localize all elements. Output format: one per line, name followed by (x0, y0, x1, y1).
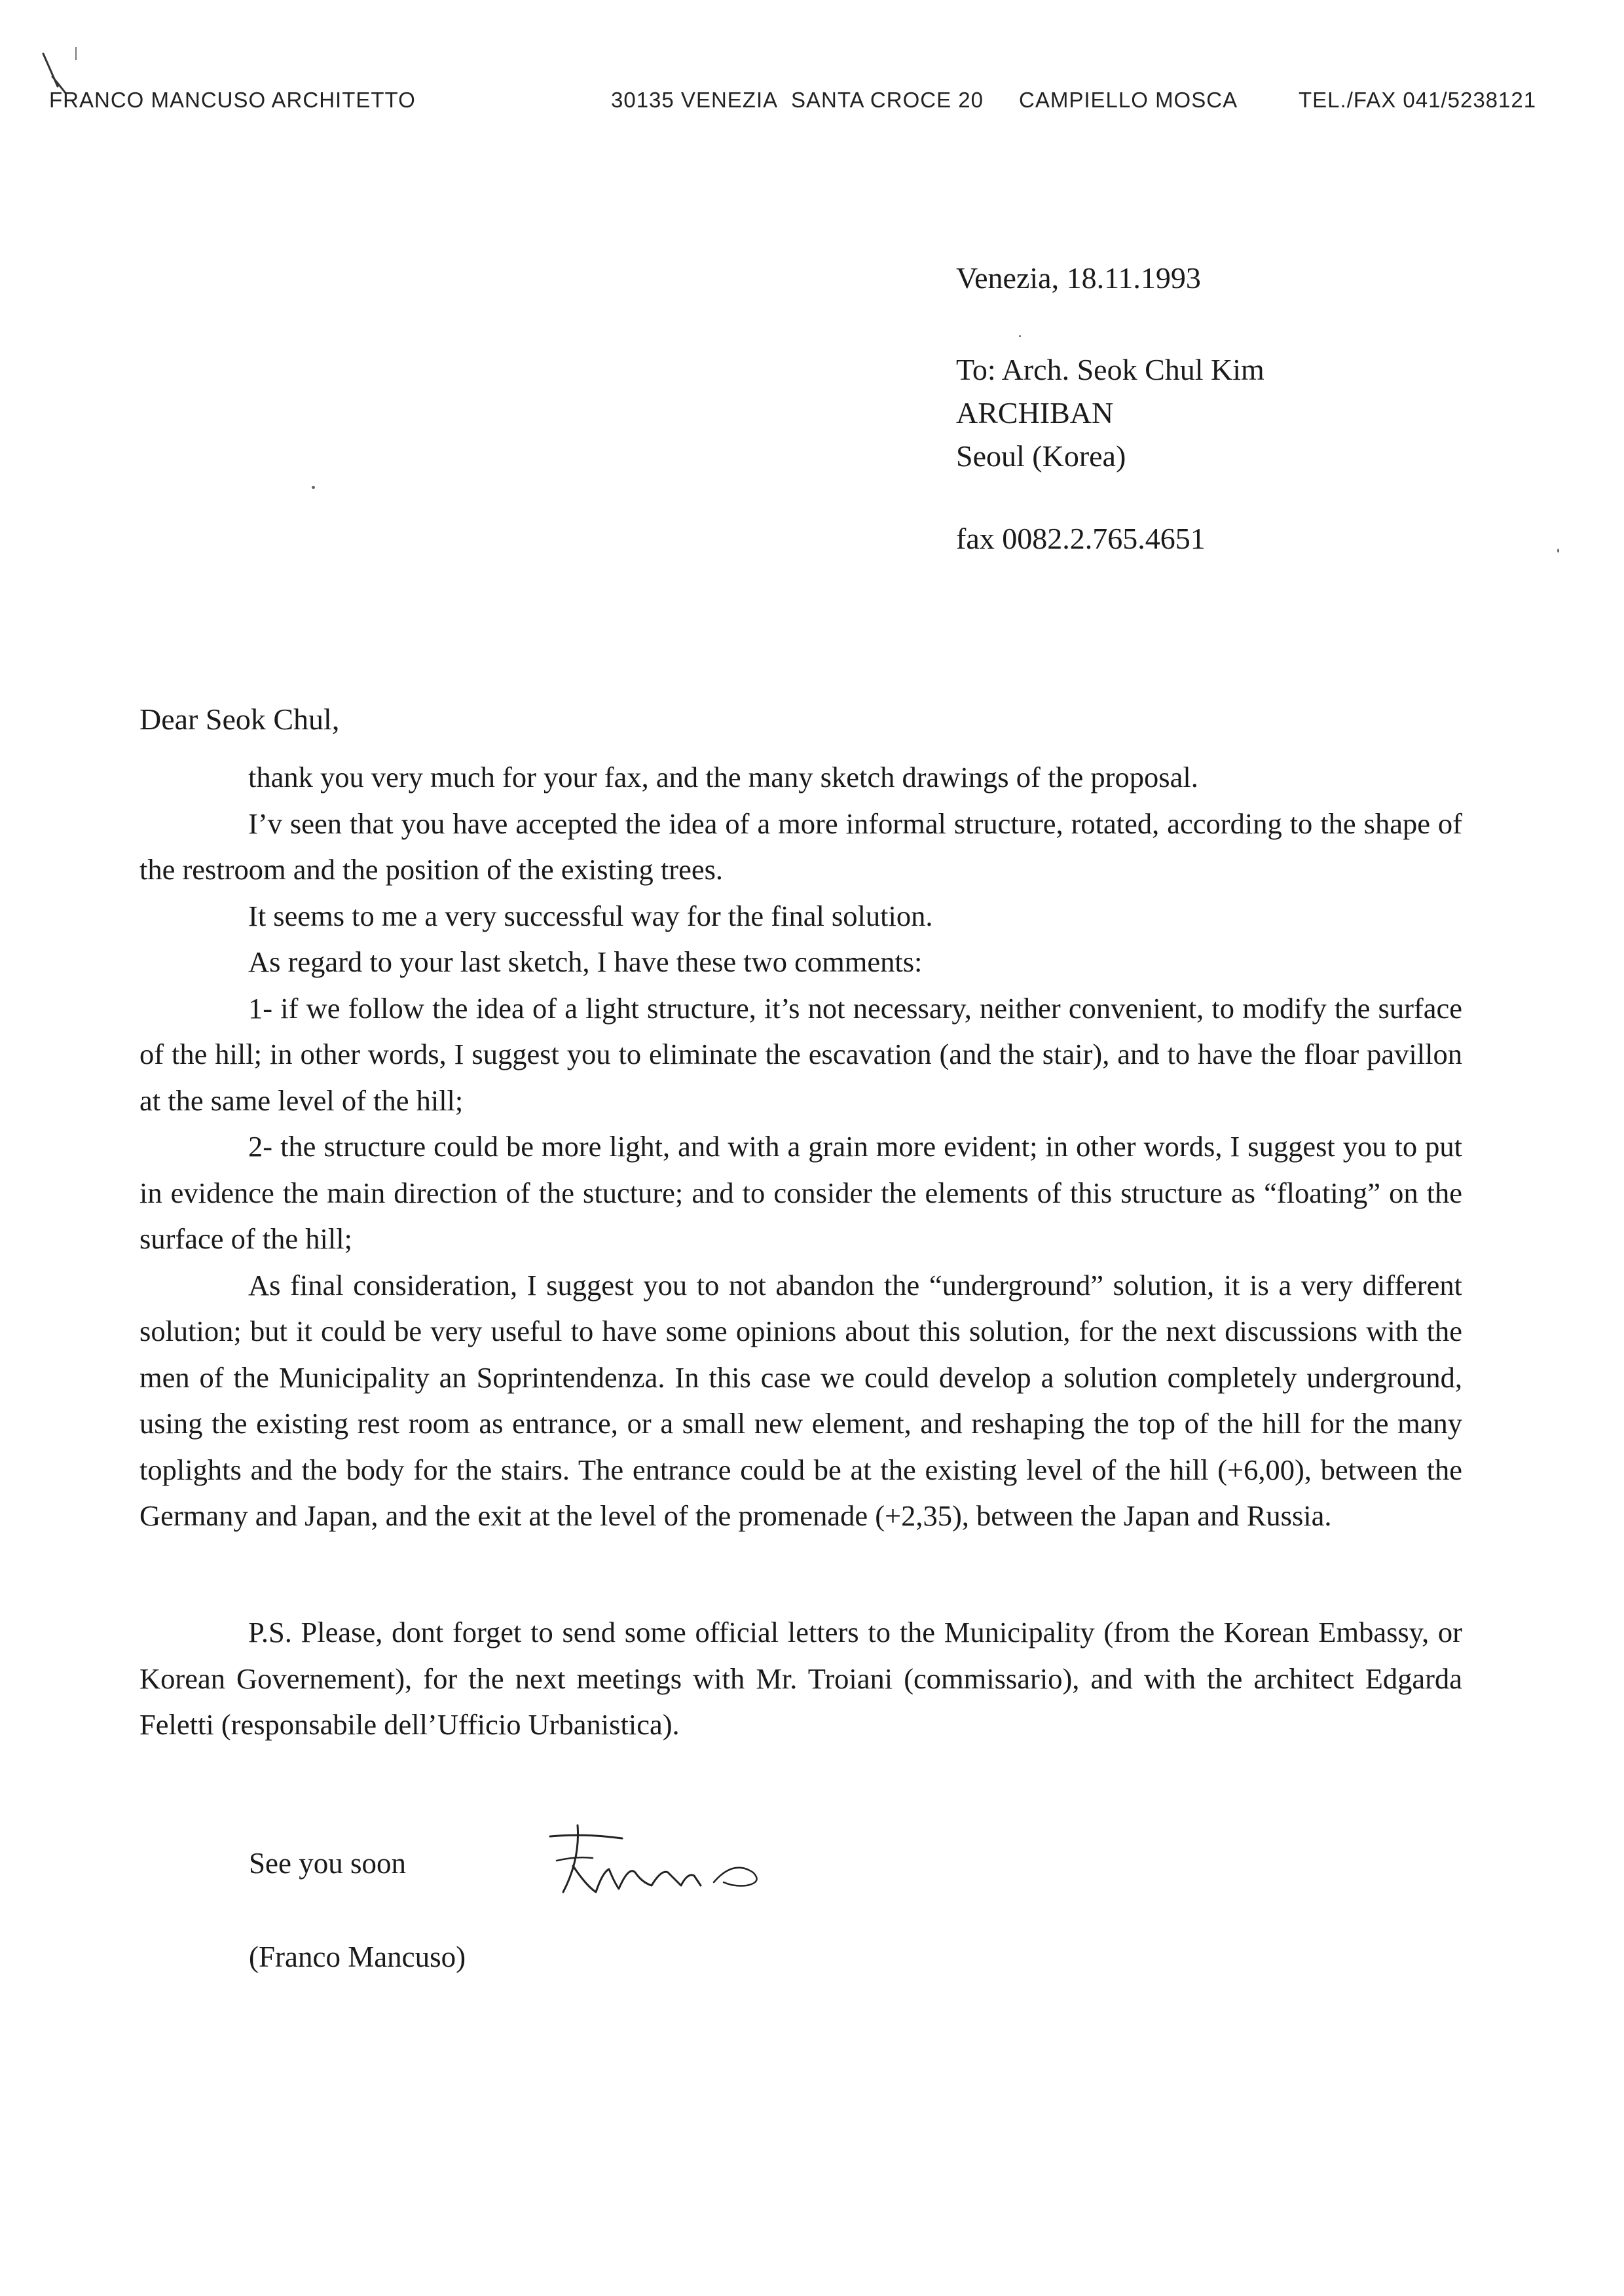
body-paragraph: As final consideration, I suggest you to not abandon the “underground” solution, it is a very different solution; but it could be very useful to have some opinions about this solution, for the next discussions with the men of the Municipality an Soprintendenza. In this case we could develop a solution completely underground, using the existing rest room as entrance, or a small new element, and reshaping the top of the hill for the many toplights and the body for the stairs. The entrance could be at the existing level of the hill (+6,00), between the Germany and Japan, and the exit at the level of the promenade (+2,35), between the Japan and Russia. (139, 1268, 1462, 1532)
letterhead-phone: TEL./FAX 041/5238121 (1299, 88, 1537, 112)
body-paragraph: thank you very much for your fax, and the many sketch drawings of the proposal. (248, 761, 1198, 793)
postscript: P.S. Please, dont forget to send some official letters to the Municipality (from the Korean Embassy, or Korean Governement), for the next meetings with Mr. Troiani (commissario), and with the architect Edgarda Feletti (responsabile dell’Ufficio Urbanistica). (139, 1616, 1462, 1741)
signer-name: (Franco Mancuso) (249, 1941, 466, 1973)
handwritten-signature (537, 1820, 799, 1912)
body-paragraph: As regard to your last sketch, I have these two comments: (248, 945, 923, 978)
closing: See you soon (249, 1847, 406, 1880)
recipient-company: ARCHIBAN (956, 396, 1114, 429)
body-paragraph: 1- if we follow the idea of a light structure, it’s not necessary, neither convenient, to modify the surface of the hill; in other words, I suggest you to eliminate the escavation (and the stair), and to have the floar pavillon at the same level of the hill; (139, 991, 1462, 1117)
letterhead-square: CAMPIELLO MOSCA (1019, 88, 1238, 112)
recipient-city: Seoul (Korea) (956, 439, 1126, 473)
paper-speck (1557, 549, 1559, 553)
recipient-name: To: Arch. Seok Chul Kim (956, 353, 1264, 386)
letterhead-city: 30135 VENEZIA (611, 88, 779, 112)
body-paragraph: I’v seen that you have accepted the idea of a more informal structure, rotated, according to the shape of the restroom and the position of the existing trees. (139, 807, 1462, 886)
recipient-fax: fax 0082.2.765.4651 (956, 522, 1206, 555)
letterhead-street: SANTA CROCE 20 (791, 88, 984, 112)
body-paragraph: It seems to me a very successful way for the final solution. (248, 899, 933, 932)
recipient-block (956, 348, 1264, 478)
paper-speck (312, 486, 315, 489)
letter-body (139, 754, 1462, 1539)
body-paragraph: 2- the structure could be more light, and with a grain more evident; in other words, I suggest you to put in evidence the main direction of the stucture; and to consider the elements of this structure as “floating” on the surface of the hill; (139, 1130, 1462, 1255)
letterhead-name: FRANCO MANCUSO ARCHITETTO (49, 88, 416, 112)
paper-speck (1019, 335, 1021, 337)
salutation: Dear Seok Chul, (139, 702, 340, 736)
letter-date: Venezia, 18.11.1993 (956, 261, 1201, 295)
letterhead (0, 80, 1624, 119)
